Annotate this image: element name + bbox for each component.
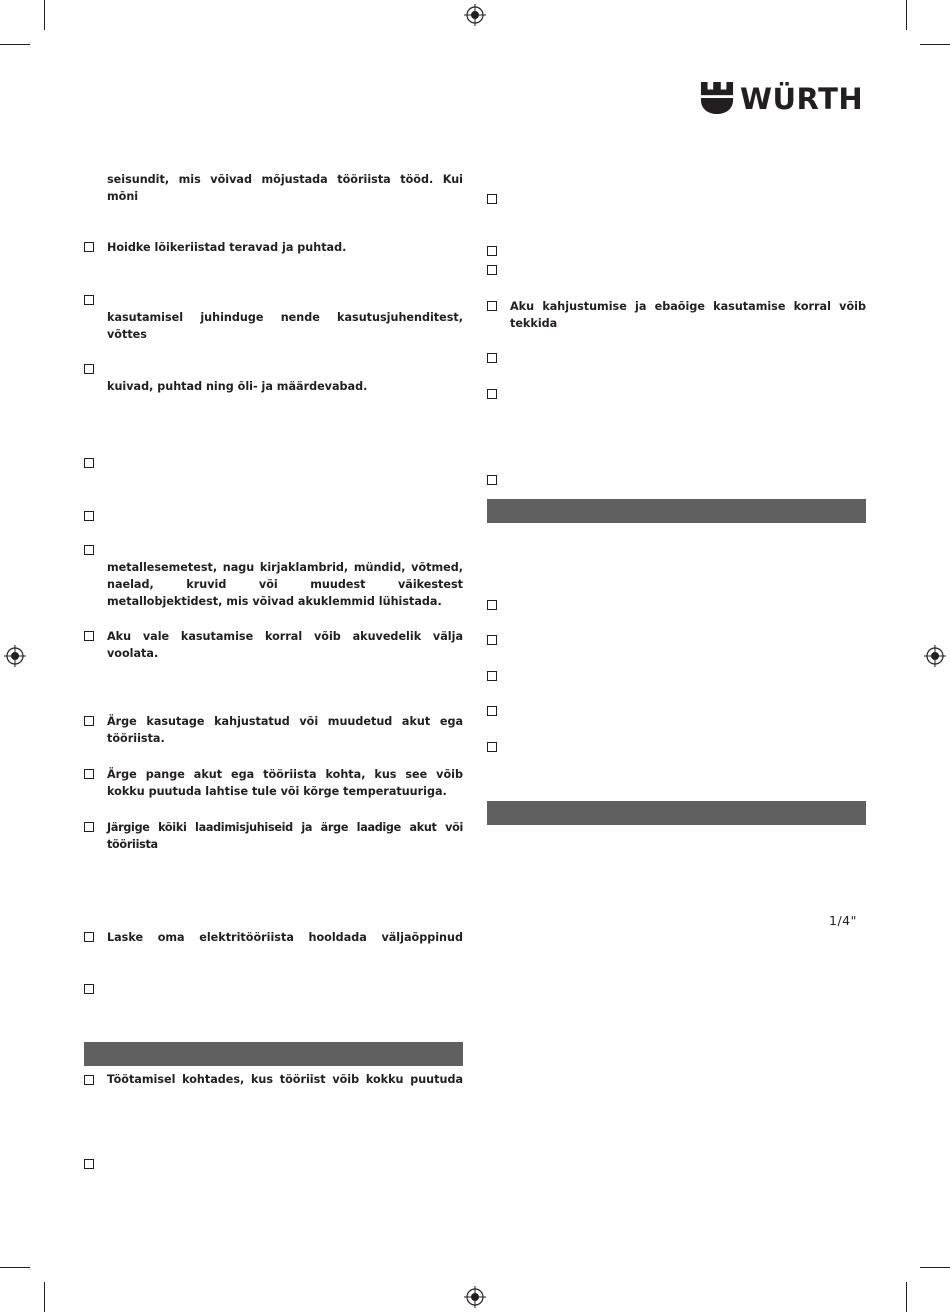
- crop-mark: [44, 1282, 45, 1312]
- text-paragraph: metallesemetest, nagu kirjaklambrid, mündid, võtmed, naelad, kruvid või muudest väikestest metallobjektidest, mis võivad akuklemmid lühistada.: [107, 561, 463, 608]
- section-header-bar: [487, 801, 866, 825]
- checkbox-bullet: [84, 932, 94, 942]
- checkbox-bullet: [84, 511, 94, 521]
- checkbox-bullet: [84, 364, 94, 374]
- checkbox-bullet: [487, 301, 497, 311]
- text-line: Aku kahjustumise ja ebaõige kasutamise korral võib tekkida: [510, 300, 866, 330]
- text-line: Töötamisel kohtades, kus tööriist võib kokku puutuda: [107, 1073, 463, 1086]
- text-line: Järgige kõiki laadimisjuhiseid ja ärge laadige akut või tööriista: [107, 821, 463, 851]
- checkbox-bullet: [84, 769, 94, 779]
- text-line: Laske oma elektritööriista hooldada väljaõppinud: [107, 931, 463, 944]
- crop-mark: [920, 1267, 950, 1268]
- registration-mark-icon: [464, 4, 486, 26]
- crop-mark: [44, 0, 45, 30]
- checkbox-bullet: [487, 246, 497, 256]
- text-line: Hoidke lõikeriistad teravad ja puhtad.: [107, 241, 347, 254]
- checkbox-bullet: [487, 194, 497, 204]
- crop-mark: [906, 0, 907, 30]
- wurth-logo-icon: [700, 80, 734, 116]
- registration-mark-icon: [464, 1286, 486, 1308]
- text-line: kuivad, puhtad ning õli- ja määrdevabad.: [107, 380, 368, 393]
- brand-logo-text: WÜRTH: [740, 82, 864, 116]
- crop-mark: [906, 1282, 907, 1312]
- checkbox-bullet: [487, 706, 497, 716]
- checkbox-bullet: [487, 635, 497, 645]
- checkbox-bullet: [84, 984, 94, 994]
- checkbox-bullet: [84, 242, 94, 252]
- text-line: Aku vale kasutamise korral võib akuvedelik välja voolata.: [107, 630, 463, 660]
- checkbox-bullet: [84, 822, 94, 832]
- section-header-bar: [487, 499, 866, 523]
- crop-mark: [0, 44, 30, 45]
- checkbox-bullet: [84, 458, 94, 468]
- crop-mark: [0, 1267, 30, 1268]
- checkbox-bullet: [84, 545, 94, 555]
- section-header-bar: [84, 1042, 463, 1066]
- crop-mark: [920, 44, 950, 45]
- text-line: kasutamisel juhinduge nende kasutusjuhenditest, võttes: [107, 311, 463, 341]
- checkbox-bullet: [487, 742, 497, 752]
- fraction-label: 1/4": [829, 913, 857, 928]
- checkbox-bullet: [84, 631, 94, 641]
- checkbox-bullet: [487, 265, 497, 275]
- registration-mark-icon: [924, 645, 946, 667]
- checkbox-bullet: [84, 716, 94, 726]
- checkbox-bullet: [487, 475, 497, 485]
- checkbox-bullet: [487, 600, 497, 610]
- text-paragraph: Ärge pange akut ega tööriista kohta, kus see võib kokku puutuda lahtise tule või kõrge temperatuuriga.: [107, 768, 463, 798]
- text-line: Ärge kasutage kahjustatud või muudetud akut ega tööriista.: [107, 715, 463, 745]
- checkbox-bullet: [487, 353, 497, 363]
- checkbox-bullet: [84, 295, 94, 305]
- checkbox-bullet: [84, 1075, 94, 1085]
- checkbox-bullet: [84, 1159, 94, 1169]
- text-line: seisundit, mis võivad mõjustada tööriista tööd. Kui mõni: [107, 173, 463, 203]
- registration-mark-icon: [4, 645, 26, 667]
- checkbox-bullet: [487, 671, 497, 681]
- checkbox-bullet: [487, 389, 497, 399]
